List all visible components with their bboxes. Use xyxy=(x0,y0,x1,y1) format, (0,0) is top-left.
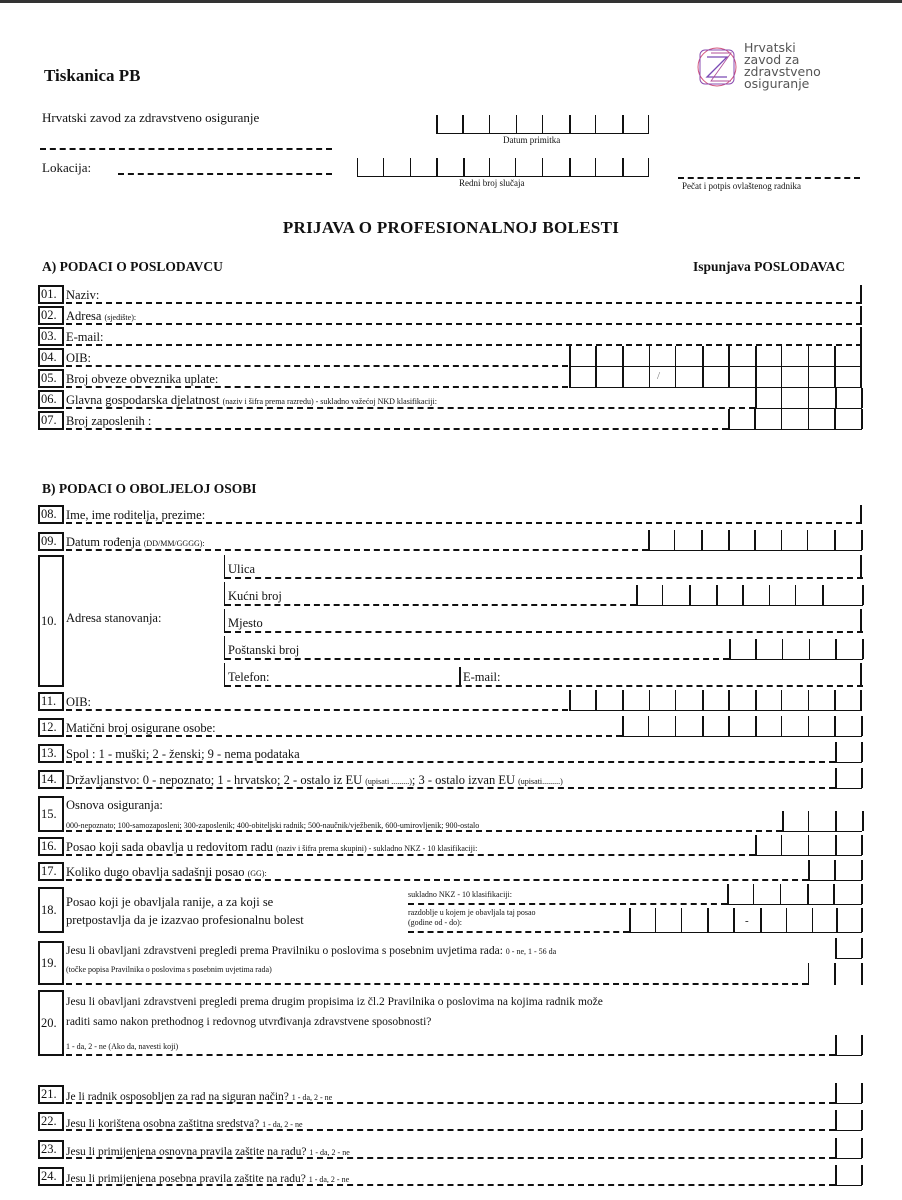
field-17-trajanje-posla[interactable] xyxy=(38,862,862,881)
postal-code-boxes[interactable] xyxy=(729,640,863,660)
field-label: Posao koji sada obavlja u redovitom radu (naziv i šifra prema skupini) - sukladno NKZ - 10 klasifikaciji: xyxy=(66,840,478,854)
location-label: Lokacija: xyxy=(42,160,92,175)
date-received-boxes[interactable] xyxy=(436,112,649,134)
house-number-field[interactable]: Kućni broj xyxy=(224,582,862,606)
date-received-caption: Datum primitka xyxy=(503,135,561,145)
field-label-line2: pretpostavlja da je izazvao profesionalnu bolest xyxy=(66,913,304,927)
person-oib-boxes[interactable] xyxy=(569,691,862,711)
email-label: E-mail: xyxy=(463,670,501,684)
field-21-osposobljenost[interactable] xyxy=(38,1085,862,1104)
obligation-number-boxes[interactable] xyxy=(569,368,862,388)
field-label: OIB: xyxy=(66,695,91,709)
field-label: Ime, ime roditelja, prezime: xyxy=(66,508,206,522)
form-code-title: Tiskanica PB xyxy=(44,66,141,85)
field-13-spol[interactable] xyxy=(38,744,862,763)
slash-separator: / xyxy=(657,370,661,382)
field-label: Jesu li primijenjena osnovna pravila zaštite na radu? 1 - da, 2 - ne xyxy=(66,1146,350,1158)
organization-name: Hrvatski zavod za zdravstveno osiguranje xyxy=(42,110,260,125)
field-18-raniji-posao[interactable] xyxy=(38,887,862,933)
field-label-line1: Posao koji je obavljala ranije, a za koji se xyxy=(66,895,274,909)
special-rules-box[interactable] xyxy=(835,1166,862,1186)
field-07-broj-zaposlenih[interactable] xyxy=(38,411,862,430)
field-11-oib[interactable] xyxy=(38,692,862,711)
field-number: 10. xyxy=(38,555,64,687)
field-19-pregledi-pravilnik[interactable] xyxy=(38,941,862,985)
field-number: 15. xyxy=(38,796,64,832)
insurance-basis-boxes[interactable] xyxy=(782,812,862,832)
field-15-osnova-osiguranja[interactable] xyxy=(38,796,862,832)
safe-work-training-box[interactable] xyxy=(835,1084,862,1104)
field-number: 20. xyxy=(38,990,64,1056)
oib-boxes[interactable] xyxy=(569,347,862,367)
field-02-adresa[interactable] xyxy=(38,306,862,325)
field-number: 14. xyxy=(38,770,64,789)
birth-date-boxes[interactable] xyxy=(648,531,862,551)
field-label: Adresa stanovanja: xyxy=(66,611,162,625)
period-years-boxes[interactable] xyxy=(629,909,862,933)
field-08-ime[interactable] xyxy=(38,505,862,524)
field-label: Adresa (sjedište): xyxy=(66,309,137,323)
other-exam-box[interactable] xyxy=(835,1036,862,1056)
field-label: Spol : 1 - muški; 2 - ženski; 9 - nema podataka xyxy=(66,747,300,761)
gender-box[interactable] xyxy=(835,743,862,763)
field-label-line2: raditi samo nakon prethodnog i redovnog utvrđivanja zdravstvene sposobnosti? xyxy=(66,1016,432,1028)
field-note: 000-nepoznato; 100-samozaposleni; 300-zaposlenik; 400-obiteljski radnik; 500-naučnik/vježbenik, 600-umirovljenik; 900-ostalo xyxy=(66,821,480,830)
city-field[interactable]: Mjesto xyxy=(224,609,862,633)
filled-by-note: Ispunjava POSLODAVAC xyxy=(693,259,846,274)
period-label: razdoblje u kojem je obavljala taj posao (godine od - do): xyxy=(408,908,536,927)
field-label: Je li radnik osposobljen za rad na siguran način? 1 - da, 2 - ne xyxy=(66,1091,333,1103)
field-number: 23. xyxy=(38,1140,64,1159)
field-01-naziv[interactable] xyxy=(38,285,862,304)
field-number: 08. xyxy=(38,505,64,524)
email-divider xyxy=(459,667,461,687)
signature-caption: Pečat i potpis ovlaštenog radnika xyxy=(682,181,801,191)
signature-line[interactable] xyxy=(678,177,860,179)
field-03-email[interactable] xyxy=(38,327,862,346)
exam-yes-no-box[interactable] xyxy=(835,941,862,959)
field-09-datum-rodenja[interactable] xyxy=(38,532,862,551)
field-number: 18. xyxy=(38,887,64,933)
basic-rules-box[interactable] xyxy=(835,1139,862,1159)
field-number: 03. xyxy=(38,327,64,346)
section-b-heading: B) PODACI O OBOLJELOJ OSOBI xyxy=(42,481,257,496)
nkz-previous-label: sukladno NKZ - 10 klasifikaciji: xyxy=(408,890,512,899)
field-number: 12. xyxy=(38,718,64,737)
field-number: 05. xyxy=(38,369,64,388)
field-label: Jesu li obavljani zdravstveni pregledi prema Pravilniku o poslovima s posebnim uvjetima rada: 0 - ne, 1 - 56 da xyxy=(66,945,557,957)
field-number: 22. xyxy=(38,1112,64,1131)
field-number: 06. xyxy=(38,390,64,409)
field-label: Jesu li korištena osobna zaštitna sredstva? 1 - da, 2 - ne xyxy=(66,1118,303,1130)
field-label: E-mail: xyxy=(66,330,104,344)
field-label: Datum rođenja (DD/MM/GGGG): xyxy=(66,535,205,549)
location-input[interactable] xyxy=(118,173,332,175)
field-12-maticni-broj[interactable] xyxy=(38,718,862,737)
field-label: Osnova osiguranja: xyxy=(66,798,163,812)
field-label-line1: Jesu li obavljani zdravstveni pregledi prema drugim propisima iz čl.2 Pravilnika o poslovima na kojima radnik može xyxy=(66,996,603,1008)
case-number-caption: Redni broj slučaja xyxy=(459,178,525,188)
field-label: Broj zaposlenih : xyxy=(66,414,152,428)
field-22-zastitna-sredstva[interactable] xyxy=(38,1112,862,1131)
range-separator: - xyxy=(745,915,749,927)
field-number: 21. xyxy=(38,1085,64,1104)
nkd-boxes[interactable] xyxy=(755,389,862,409)
field-number: 01. xyxy=(38,285,64,304)
years-boxes[interactable] xyxy=(808,861,862,881)
hzzo-logo xyxy=(694,40,864,100)
house-number-boxes[interactable] xyxy=(636,586,863,606)
field-label: Koliko dugo obavlja sadašnji posao (GG): xyxy=(66,865,267,879)
field-label: Naziv: xyxy=(66,288,100,302)
protective-equipment-box[interactable] xyxy=(835,1111,862,1131)
field-14-drzavljanstvo[interactable] xyxy=(38,770,862,789)
field-number: 17. xyxy=(38,862,64,881)
field-number: 09. xyxy=(38,532,64,551)
field-20-drugi-pregledi[interactable] xyxy=(38,990,862,1056)
field-number: 19. xyxy=(38,941,64,985)
field-number: 04. xyxy=(38,348,64,367)
insured-number-boxes[interactable] xyxy=(622,717,862,737)
window-top-border xyxy=(0,0,902,3)
hzzo-logo-icon xyxy=(694,44,740,90)
nkz-current-boxes[interactable] xyxy=(755,836,862,856)
page-title: PRIJAVA O PROFESIONALNOJ BOLESTI xyxy=(282,218,620,237)
street-field[interactable]: Ulica xyxy=(224,555,862,579)
case-number-boxes[interactable] xyxy=(357,155,649,177)
field-04-oib[interactable] xyxy=(38,348,862,367)
field-number: 07. xyxy=(38,411,64,430)
field-24-posebna-pravila[interactable] xyxy=(38,1167,862,1186)
field-number: 11. xyxy=(38,692,64,711)
field-label: Broj obveze obveznika uplate: xyxy=(66,372,219,386)
field-label: Glavna gospodarska djelatnost (naziv i šifra prema razredu) - sukladno važećoj NKD klasifikaciji: xyxy=(66,393,437,407)
phone-field[interactable]: Telefon: E-mail: xyxy=(224,663,862,687)
field-10-adresa-stanovanja xyxy=(38,555,862,687)
field-label: Jesu li primijenjena posebna pravila zaštite na radu? 1 - da, 2 - ne xyxy=(66,1173,350,1185)
field-number: 24. xyxy=(38,1167,64,1186)
exam-points-boxes[interactable] xyxy=(808,963,862,985)
organization-divider xyxy=(40,148,332,150)
field-label: OIB: xyxy=(66,351,91,365)
field-number: 02. xyxy=(38,306,64,325)
field-05-broj-obveze[interactable] xyxy=(38,369,862,388)
postal-code-field[interactable]: Poštanski broj xyxy=(224,636,862,660)
field-16-sadasnji-posao[interactable] xyxy=(38,837,862,856)
citizenship-box[interactable] xyxy=(835,769,862,789)
section-a-heading: A) PODACI O POSLODAVCU xyxy=(42,259,223,274)
employees-boxes[interactable] xyxy=(728,410,862,430)
field-label: Matični broj osigurane osobe: xyxy=(66,721,216,735)
nkz-previous-boxes[interactable] xyxy=(727,887,862,905)
field-06-djelatnost[interactable] xyxy=(38,390,862,409)
field-number: 13. xyxy=(38,744,64,763)
field-23-osnovna-pravila[interactable] xyxy=(38,1140,862,1159)
field-note: 1 - da, 2 - ne (Ako da, navesti koji) xyxy=(66,1042,179,1051)
field-note: (točke popisa Pravilnika o poslovima s posebnim uvjetima rada) xyxy=(66,965,272,974)
field-label: Državljanstvo: 0 - nepoznato; 1 - hrvatsko; 2 - ostalo iz EU (upisati .........); 3 - ostalo izvan EU (upisati.........) xyxy=(66,773,563,787)
logo-text: Hrvatski zavod za zdravstveno osiguranje xyxy=(744,40,821,91)
field-number: 16. xyxy=(38,837,64,856)
address-subfields xyxy=(224,555,862,687)
